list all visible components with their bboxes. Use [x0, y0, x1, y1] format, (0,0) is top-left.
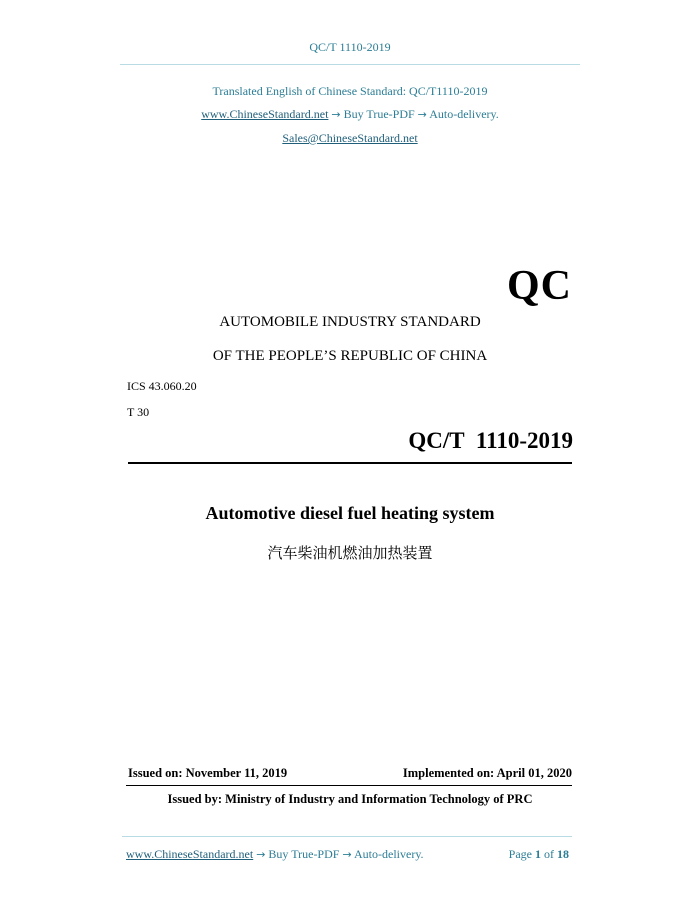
document-title-chinese: 汽车柴油机燃油加热装置 [267, 544, 433, 562]
arrow-right-icon: → [256, 848, 266, 861]
header-standard-code: QC/T 1110-2019 [309, 40, 391, 54]
implemented-date: Implemented on: April 01, 2020 [402, 766, 572, 780]
translation-note: Translated English of Chinese Standard: QC/T1110-2019 [212, 84, 488, 98]
issued-date: Issued on: November 11, 2019 [128, 766, 288, 780]
footer-buy-text: Buy True-PDF [268, 847, 340, 861]
page-total: 18 [557, 847, 569, 861]
email-line [0, 131, 700, 146]
website-link[interactable]: www.ChineseStandard.net [201, 107, 329, 121]
document-title-english: Automotive diesel fuel heating system [205, 503, 495, 523]
footer-delivery-text: Auto-delivery. [354, 847, 424, 861]
page-of: of [544, 847, 554, 861]
organization-line-1: AUTOMOBILE INDUSTRY STANDARD [219, 314, 481, 330]
arrow-right-icon: → [417, 108, 427, 121]
page-current: 1 [535, 847, 541, 861]
issuer-divider [126, 785, 572, 786]
qc-logo-mark: QC [507, 263, 572, 309]
delivery-text: Auto-delivery. [429, 107, 499, 121]
header-divider [120, 64, 580, 65]
footer-website-link[interactable]: www.ChineseStandard.net [126, 847, 254, 861]
issuing-authority: Issued by: Ministry of Industry and Information Technology of PRC [167, 792, 533, 806]
title-divider [128, 462, 572, 464]
ics-code: ICS 43.060.20 [127, 379, 197, 393]
footer-purchase-line [126, 847, 424, 862]
page-label: Page [508, 847, 532, 861]
arrow-right-icon: → [331, 108, 341, 121]
organization-line-2: OF THE PEOPLE’S REPUBLIC OF CHINA [212, 348, 488, 364]
ccs-code: T 30 [127, 405, 150, 419]
arrow-right-icon: → [342, 848, 352, 861]
standard-number: QC/T 1110-2019 [408, 428, 573, 453]
footer-divider [122, 836, 572, 837]
purchase-line [0, 107, 700, 122]
email-link[interactable]: Sales@ChineseStandard.net [282, 131, 418, 145]
buy-text: Buy True-PDF [343, 107, 415, 121]
page-indicator [509, 847, 569, 862]
